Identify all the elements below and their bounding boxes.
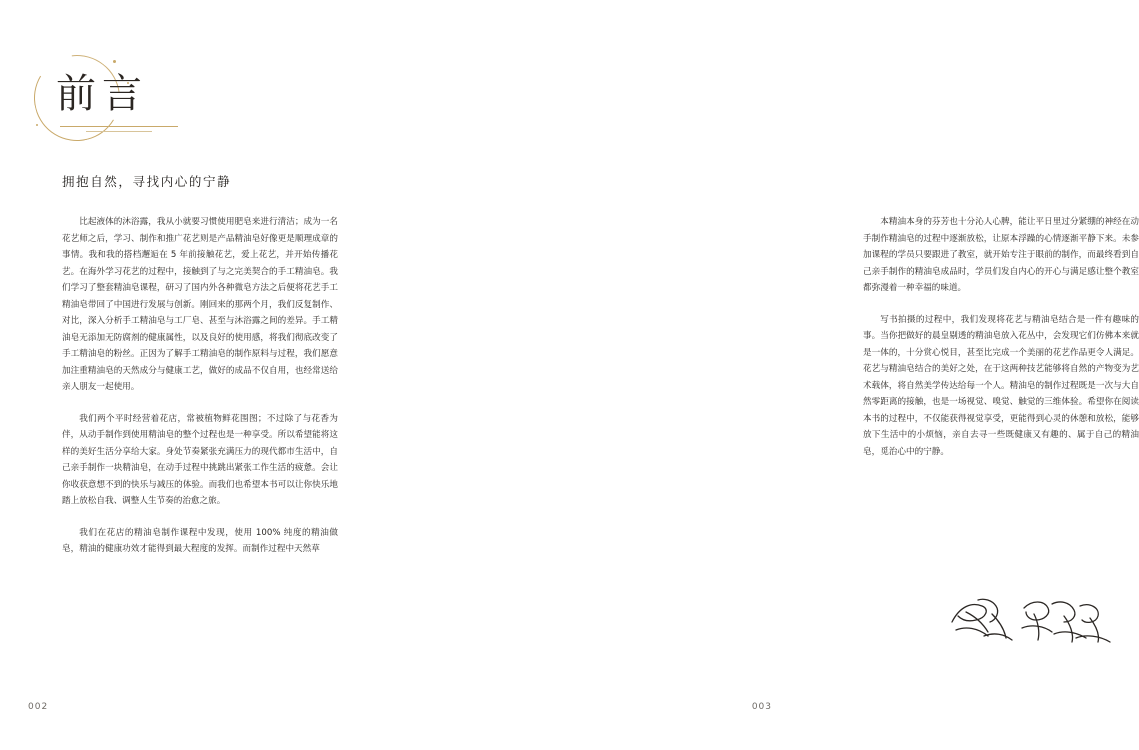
paragraph: 本精油本身的芬芳也十分沁人心脾，能让平日里过分紧绷的神经在动手制作精油皂的过程中逐渐放松，让原本浮躁的心情逐渐平静下来。未参加课程的学员只要跟进了教室，就开始专注于眼前的制作，而最终看到自己亲手制作的精油皂成品时，学员们发自内心的开心与满足感让整个教室都弥漫着一种幸福的味道。 <box>863 217 1139 293</box>
paragraph: 我们两个平时经营着花店，常被植物鲜花围图；不过除了与花香为伴，从动手制作到使用精油皂的整个过程也是一种享受。所以希望能将这样的美好生活分享给大家。身处节奏紧张充满压力的现代都市生活中，自己亲手制作一块精油皂，在动手过程中挑跳出紧张工作生活的疲惫。会让你收获意想不到的快乐与减压的体验。而我们也希望本书可以让你快乐地踏上放松自我、调整人生节奏的治愈之旅。 <box>62 413 338 506</box>
right-body-column <box>863 214 1139 460</box>
right-page <box>400 0 1139 750</box>
author-signature <box>948 592 1118 648</box>
dot-ornament-icon <box>36 124 38 126</box>
left-page <box>0 0 400 750</box>
page-number-right: 003 <box>751 702 772 712</box>
left-body-column <box>62 214 338 558</box>
title-rule <box>60 126 178 127</box>
paragraph: 写书拍摄的过程中，我们发现将花艺与精油皂结合是一件有趣味的事。当你把做好的晨皇剔透的精油皂放入花丛中，会发现它们仿佛本来就是一体的，十分赏心悦目，甚至比完成一个美丽的花艺作品更令人满足。花艺与精油皂结合的美好之处，在于这两种技艺能够将自然的产物变为艺术载体，将自然美学传达给每一个人。精油皂的制作过程既是一次与大自然零距离的接触，也是一场视觉、嗅觉、触觉的三维体验。希望你在阅读本书的过程中，不仅能获得视觉享受，更能得到心灵的休憩和放松，能够放下生活中的小烦恼，亲自去寻一些既健康又有趣的、属于自己的精油皂，觅治心中的宁静。 <box>863 314 1139 457</box>
title-rule-secondary <box>86 131 152 132</box>
page-number-left: 002 <box>28 702 49 712</box>
preface-title-ornament <box>30 52 220 147</box>
page-title: 前言 <box>56 71 148 117</box>
paragraph: 我们在花店的精油皂制作课程中发现，使用 100% 纯度的精油做皂，精油的健康功效才能得到最大程度的发挥。而制作过程中天然草 <box>62 527 338 554</box>
preface-subtitle: 拥抱自然，寻找内心的宁静 <box>62 174 232 189</box>
paragraph: 比起液体的沐浴露，我从小就要习惯使用肥皂来进行清洁；成为一名花艺师之后，学习、制作和推广花艺则是产品精油皂好像更是顺理成章的事情。我和我的搭档邂逅在 5 年前接触花艺，爱上花艺，并开始传播花艺。在海外学习花艺的过程中，接触到了与之完美契合的手工精油皂。我们学习了整套精油皂课程，研习了国内外各种微皂方法之后便将花艺手工精油皂带回了中国进行发展与创新。刚回来的那两个月，我们反复制作、对比，深入分析手工精油皂与工厂皂、甚至与沐浴露之间的差异。手工精油皂无添加无防腐剂的健康属性，以及良好的使用感，将我们彻底改变了手工精油皂的粉丝。正因为了解手工精油皂的制作原料与过程，我们愿意加注重精油皂的天然成分与健康工艺，做好的成品不仅自用，也经常送给亲人朋友一起使用。 <box>62 217 338 392</box>
dot-ornament-icon <box>113 60 116 63</box>
